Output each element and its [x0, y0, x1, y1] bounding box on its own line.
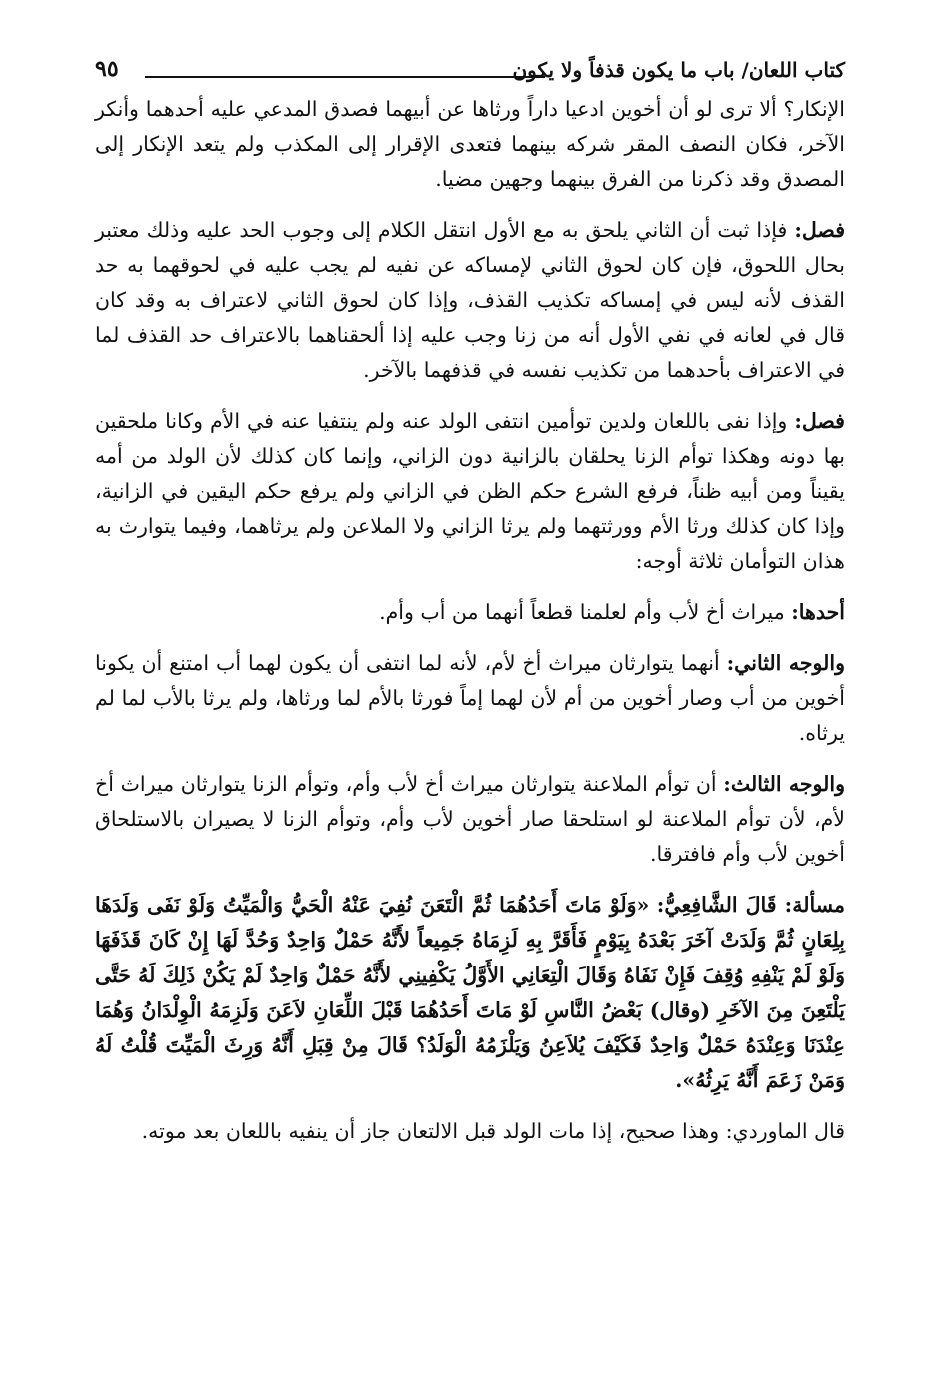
paragraph-7-quote: «وَلَوْ مَاتَ أَحَدُهُمَا ثُمَّ الْتَعَنَ نُفِيَ عَنْهُ الْحَيُّ وَالْمَيِّتُ وَلَوْ نَفَى وَلَدَهَا بِلِعَانٍ ثُمَّ وَلَدَتْ آخَرَ بَعْدَهُ بِيَوْمٍ فَأَقَرَّ بِهِ لَزِمَاهُ جَمِيعاً لأَنَّهُ حَمْلٌ وَاحِدٌ وَحُدَّ لَهَا إِنْ كَانَ قَذَفَهَا وَلَوْ لَمْ يَنْفِهِ وُقِفَ فَإِنْ نَفَاهُ وَقَالَ الْتِعَانِي الأَوَّلُ يَكْفِينِي لأَنَّهُ حَمْلٌ وَاحِدٌ لَمْ يَكُنْ ذَلِكَ لَهُ حَتَّى يَلْتَعِنَ مِنَ الآخَرِ (وقال) بَعْضُ النَّاسِ لَوْ مَاتَ أَحَدُهُمَا قَبْلَ اللِّعَانِ لاَعَنَ وَلَزِمَهُ الْوِلْدَانُ وَهُمَا عِنْدَنَا وَعِنْدَهُ حَمْلٌ وَاحِدٌ فَكَيْفَ يُلاَعِنُ وَيَلْزَمُهُ الْوَلَدُ؟ قَالَ مِنْ قِبَلِ أَنَّهُ وَرِثَ الْمَيِّتَ قُلْتُ لَهُ وَمَنْ زَعَمَ أَنَّهُ يَرِثُهُ». [95, 893, 845, 1092]
paragraph-5 [95, 646, 845, 751]
page-header [95, 52, 845, 92]
page-number: ٩٥ [95, 56, 119, 82]
paragraph-1-text: الإنكار؟ ألا ترى لو أن أخوين ادعيا داراً ورثاها عن أبيهما فصدق المدعي عليه أحدهما وأنكر الآخر، فكان النصف المقر شركه بينهما فتعدى الإقرار إلى المكذب ولم يتعد الإنكار إلى المصدق وقد ذكرنا من الفرق بينهما وجهين مضيا. [95, 97, 845, 191]
paragraph-6-text: أن توأم الملاعنة يتوارثان ميراث أخ لأب وأم، وتوأم الزنا يتوارثان ميراث أخ لأم، لأن توأم الملاعنة لو استلحقا صار أخوين لأب وأم، وتوأم الزنا لا يصيران بالاستلحاق أخوين لأب وأم فافترقا. [95, 772, 845, 866]
paragraph-8 [95, 1114, 845, 1149]
paragraph-7-lead: مسألة: قَالَ الشَّافِعِيُّ: [656, 893, 845, 917]
paragraph-5-text: أنهما يتوارثان ميراث أخ لأم، لأنه لما انتفى أن يكون لهما أب امتنع أن يكونا أخوين من أب وصار أخوين من أم لأن لهما إماً فورثا بالأم لما ورثاها، ولم يرثا بالأب لما لم يرثاه. [95, 651, 845, 745]
paragraph-4-text: ميراث أخ لأب وأم لعلمنا قطعاً أنهما من أب وأم. [379, 600, 785, 624]
document-page [95, 52, 845, 1165]
paragraph-2-lead: فصل: [794, 218, 845, 242]
paragraph-8-text: قال الماوردي: وهذا صحيح، إذا مات الولد قبل الالتعان جاز أن ينفيه باللعان بعد موته. [141, 1119, 845, 1143]
paragraph-6 [95, 767, 845, 872]
running-title: كتاب اللعان/ باب ما يكون قذفاً ولا يكون [504, 58, 845, 82]
paragraph-2-text: فإذا ثبت أن الثاني يلحق به مع الأول انتقل الكلام إلى وجوب الحد عليه وذلك معتبر بحال اللحوق، فإن كان لحوق الثاني لإمساكه عن نفيه لم يجب عليه في لحوقهما به حد القذف لأنه ليس في إمساكه تكذيب القذف، وإذا كان لحوق الثاني لاعتراف به وقد كان قال في لعانه في نفي الأول أنه من زنا وجب عليه إذا ألحقناهما بالاعتراف حد القذف لما في الاعتراف بأحدهما من تكذيب نفسه في قذفهما بالآخر. [95, 218, 845, 382]
paragraph-7 [95, 888, 845, 1098]
paragraph-3-text: وإذا نفى باللعان ولدين توأمين انتفى الولد عنه ولم ينتفيا عنه في الأم وكانا ملحقين بها دونه وهكذا توأم الزنا يحلقان بالزانية دون الزاني، وإنما كان كذلك لأن الولد من أمه يقيناً ومن أبيه ظناً، فرفع الشرع حكم الظن في الزاني ولم يرفع حكم اليقين في الزانية، وإذا كان كذلك ورثا الأم وورثتهما ولم يرثا الزاني ولا الملاعن ولم يرثاهما، وفيما يتوارث به هذان التوأمان ثلاثة أوجه: [95, 409, 845, 573]
body-text [95, 92, 845, 1149]
paragraph-2 [95, 213, 845, 388]
header-rule [145, 76, 545, 78]
paragraph-4-lead: أحدها: [791, 600, 845, 624]
paragraph-5-lead: والوجه الثاني: [726, 651, 845, 675]
paragraph-6-lead: والوجه الثالث: [723, 772, 845, 796]
paragraph-3 [95, 404, 845, 579]
paragraph-3-lead: فصل: [794, 409, 845, 433]
paragraph-4 [95, 595, 845, 630]
paragraph-1 [95, 92, 845, 197]
